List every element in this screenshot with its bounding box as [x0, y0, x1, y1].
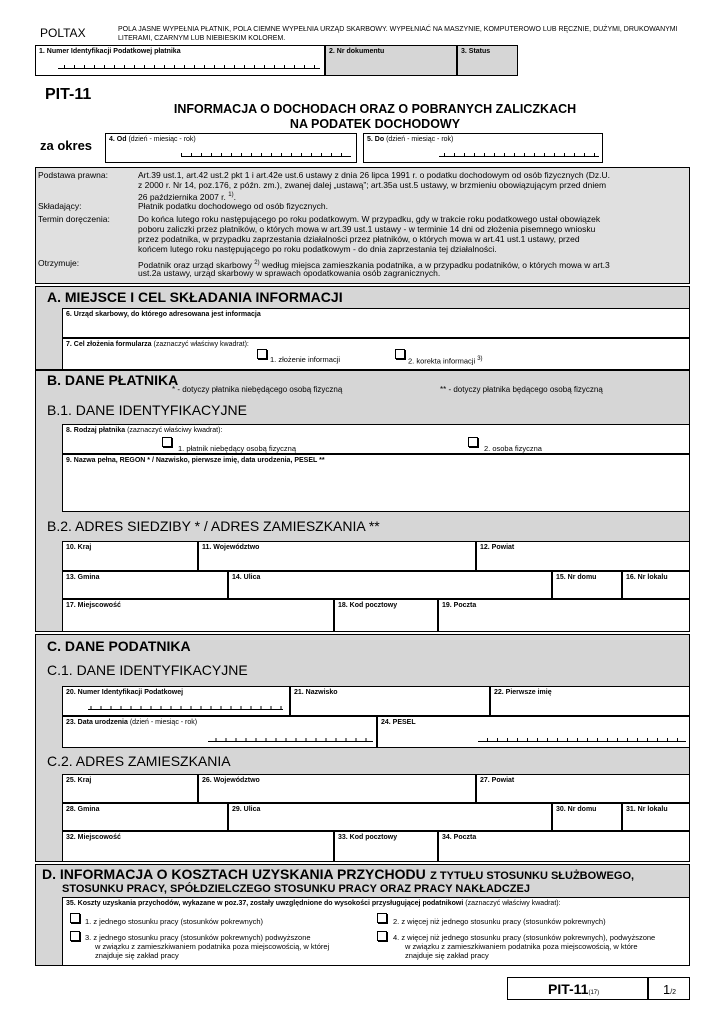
info-submitter: Płatnik podatku dochodowego od osób fizycznych. — [138, 201, 328, 211]
brand: POLTAX — [40, 26, 86, 40]
info-recipient-2: ust.2a ustawy, urząd skarbowy w sprawach opodatkowania osób zagranicznych. — [138, 268, 441, 278]
instructions: POLA JASNE WYPEŁNIA PŁATNIK, POLA CIEMNE WYPEŁNIA URZĄD SKARBOWY. WYPEŁNIAĆ NA MASZYNIE, KOMPUTEROWO LUB RĘCZNIE, DUŻYMI, DRUKOWANYMI LITERAMI, CZARNYM LUB NIEBIESKIM KOLOREM. — [118, 26, 678, 42]
info-deadline-1: Do końca lutego roku następującego po roku podatkowym. W przypadku, gdy w trakcie roku podatkowego ustał obowiązek — [138, 214, 601, 224]
field-19-post-office[interactable]: 19. Poczta — [438, 599, 690, 632]
field-11-voivodeship[interactable]: 11. Województwo — [198, 541, 476, 571]
field-1-nip[interactable] — [35, 45, 325, 76]
field-22-first-name[interactable]: 22. Pierwsze imię — [490, 686, 690, 716]
field-31-flat-no[interactable]: 31. Nr lokalu — [622, 803, 690, 831]
field-25-country[interactable]: 25. Kraj — [62, 774, 198, 803]
field-17-city[interactable]: 17. Miejscowość — [62, 599, 334, 632]
field-3-status — [457, 45, 518, 76]
field-29-street[interactable]: 29. Ulica — [228, 803, 552, 831]
date-boxes-to — [439, 152, 599, 157]
taxpayer-nip-boxes — [88, 705, 283, 710]
form-code: PIT-11 — [45, 86, 92, 103]
option-submission: 1. złożenie informacji — [270, 355, 341, 364]
section-d-title-2: STOSUNKU PRACY, SPÓŁDZIELCZEGO STOSUNKU PRACY ORAZ PRACY NAKŁADCZEJ — [62, 883, 530, 895]
field-5-label: 5. Do (dzień - miesiąc - rok) — [367, 136, 454, 143]
option-costs-3-line-2: w związku z zamieszkiwaniem podatnika poza miejscowością, w której — [95, 942, 330, 951]
pesel-boxes — [478, 737, 686, 742]
checkbox-costs-2[interactable] — [377, 913, 387, 923]
field-20-nip[interactable]: 20. Numer Identyfikacji Podatkowej — [62, 686, 290, 716]
field-2-label: 2. Nr dokumentu — [329, 48, 385, 55]
field-28-municipality[interactable]: 28. Gmina — [62, 803, 228, 831]
info-basis-3: 26 października 2007 r. $^{1)}$. — [138, 191, 236, 202]
option-costs-3-line-3: znajduje się zakład pracy — [95, 951, 179, 960]
field-35-label: 35. Koszty uzyskania przychodów, wykazane w poz.37, zostały uwzględnione do wysokości przysługującej podatnikowi (zaznaczyć właściwy kwadrat): — [66, 900, 561, 907]
option-costs-1: 1. z jednego stosunku pracy (stosunków pokrewnych) — [85, 917, 264, 926]
section-a-title: A. MIEJSCE I CEL SKŁADANIA INFORMACJI — [47, 289, 343, 305]
section-c1-title: C.1. DANE IDENTYFIKACYJNE — [47, 662, 248, 678]
checkbox-submission[interactable] — [257, 349, 267, 359]
field-23-birth-date[interactable]: 23. Data urodzenia (dzień - miesiąc - rok) — [62, 716, 377, 748]
za-okres-label: za okres — [40, 138, 93, 153]
field-8-label: 8. Rodzaj płatnika (zaznaczyć właściwy kwadrat): — [66, 427, 223, 434]
nip-digit-boxes — [58, 64, 320, 69]
option-legal-entity: 1. płatnik niebędący osobą fizyczną — [178, 444, 296, 453]
info-deadline-4: końcem lutego roku następującego po roku podatkowym - do dnia zaprzestania tej działalności. — [138, 244, 497, 254]
checkbox-correction[interactable] — [395, 349, 405, 359]
field-27-county[interactable]: 27. Powiat — [476, 774, 690, 803]
field-13-municipality[interactable]: 13. Gmina — [62, 571, 228, 599]
field-5-to[interactable] — [363, 133, 603, 163]
section-b-title: B. DANE PŁATNIKA — [47, 372, 179, 388]
section-b1-title: B.1. DANE IDENTYFIKACYJNE — [47, 402, 247, 418]
note-natural-person: ** - dotyczy płatnika będącego osobą fizyczną — [440, 385, 603, 394]
info-label-submitter: Składający: — [38, 201, 82, 211]
checkbox-costs-3[interactable] — [70, 931, 80, 941]
option-costs-4-line-1: 4. z więcej niż jednego stosunku pracy (stosunków pokrewnych), podwyższone — [393, 933, 656, 942]
checkbox-legal-entity[interactable] — [162, 437, 172, 447]
field-18-postcode[interactable]: 18. Kod pocztowy — [334, 599, 438, 632]
section-b2-title: B.2. ADRES SIEDZIBY * / ADRES ZAMIESZKANIA ** — [47, 518, 380, 534]
option-costs-2: 2. z więcej niż jednego stosunku pracy (stosunków pokrewnych) — [393, 917, 606, 926]
option-costs-4-line-2: w związku z zamieszkiwaniem podatnika poza miejscowością, w które — [405, 942, 638, 951]
field-6-label: 6. Urząd skarbowy, do którego adresowana jest informacja — [66, 311, 261, 318]
info-deadline-2: poboru zaliczki przez płatników, o których mowa w art.39 ust.1 ustawy - w terminie 14 dni od złożenia pisemnego wniosku — [138, 224, 596, 234]
field-10-country[interactable]: 10. Kraj — [62, 541, 198, 571]
field-9-name[interactable] — [62, 454, 690, 512]
field-4-from[interactable] — [105, 133, 357, 163]
field-33-postcode[interactable]: 33. Kod pocztowy — [334, 831, 438, 862]
checkbox-costs-1[interactable] — [70, 913, 80, 923]
info-label-recipient: Otrzymuje: — [38, 258, 80, 268]
info-basis-1: Art.39 ust.1, art.42 ust.2 pkt 1 i art.42e ust.6 ustawy z dnia 26 lipca 1991 r. o podatku dochodowym od osób fizycznych (Dz.U. — [138, 170, 611, 180]
field-30-house-no[interactable]: 30. Nr domu — [552, 803, 622, 831]
option-costs-3-line-1: 3. z jednego stosunku pracy (stosunków pokrewnych) podwyższone — [85, 933, 311, 942]
info-basis-2: z 2000 r. Nr 14, poz.176, z późn. zm.), zwanej dalej „ustawą”; art.35a ust.5 ustawy, w brzmieniu obowiązującym przed dniem — [138, 180, 607, 190]
checkbox-natural-person[interactable] — [468, 437, 478, 447]
field-24-pesel[interactable]: 24. PESEL — [377, 716, 690, 748]
field-32-city[interactable]: 32. Miejscowość — [62, 831, 334, 862]
field-14-street[interactable]: 14. Ulica — [228, 571, 552, 599]
field-26-voivodeship[interactable]: 26. Województwo — [198, 774, 476, 803]
field-7-purpose — [62, 338, 690, 370]
field-7-label: 7. Cel złożenia formularza (zaznaczyć właściwy kwadrat): — [66, 341, 249, 348]
form-title-1: INFORMACJA O DOCHODACH ORAZ O POBRANYCH ZALICZKACH — [173, 102, 577, 116]
note-legal-entity: * - dotyczy płatnika niebędącego osobą fizyczną — [172, 385, 343, 394]
field-4-label: 4. Od (dzień - miesiąc - rok) — [109, 136, 196, 143]
info-label-deadline: Termin doręczenia: — [38, 214, 110, 224]
option-costs-4-line-3: znajduje się zakład pracy — [405, 951, 489, 960]
field-21-surname[interactable]: 21. Nazwisko — [290, 686, 490, 716]
field-2-doc-number — [325, 45, 457, 76]
field-1-label: 1. Numer Identyfikacji Podatkowej płatnika — [39, 48, 181, 55]
info-recipient-1: Podatnik oraz urząd skarbowy $^{2)}$ według miejsca zamieszkania podatnika, a w przypadku podatników, o których mowa w art.3 — [138, 259, 610, 270]
field-9-label: 9. Nazwa pełna, REGON * / Nazwisko, pierwsze imię, data urodzenia, PESEL ** — [66, 457, 325, 464]
footer-page-number: 1/2 — [648, 977, 690, 1000]
option-natural-person: 2. osoba fizyczna — [484, 444, 542, 453]
checkbox-costs-4[interactable] — [377, 931, 387, 941]
field-6-office[interactable] — [62, 308, 690, 338]
section-c2-title: C.2. ADRES ZAMIESZKANIA — [47, 753, 231, 769]
field-8-payer-type — [62, 424, 690, 454]
field-3-label: 3. Status — [461, 48, 491, 55]
section-d-title: D. INFORMACJA O KOSZTACH UZYSKANIA PRZYCHODU Z TYTUŁU STOSUNKU SŁUŻBOWEGO, — [42, 866, 635, 882]
info-deadline-3: przez podatnika, w przypadku zaprzestania działalności przez płatników, o których mowa w art.41 ust.1 ustawy, przed — [138, 234, 580, 244]
birth-date-boxes — [208, 737, 373, 742]
date-boxes-from — [181, 152, 351, 157]
field-34-post-office[interactable]: 34. Poczta — [438, 831, 690, 862]
field-15-house-no[interactable]: 15. Nr domu — [552, 571, 622, 599]
form-title-2: NA PODATEK DOCHODOWY — [289, 117, 461, 131]
option-correction: 2. korekta informacji $^{3)}$ — [408, 356, 483, 366]
field-16-flat-no[interactable]: 16. Nr lokalu — [622, 571, 690, 599]
section-c-title: C. DANE PODATNIKA — [47, 638, 191, 654]
info-label-basis: Podstawa prawna: — [38, 170, 108, 180]
footer-form-code: PIT-11(17) — [507, 977, 648, 1000]
field-12-county[interactable]: 12. Powiat — [476, 541, 690, 571]
